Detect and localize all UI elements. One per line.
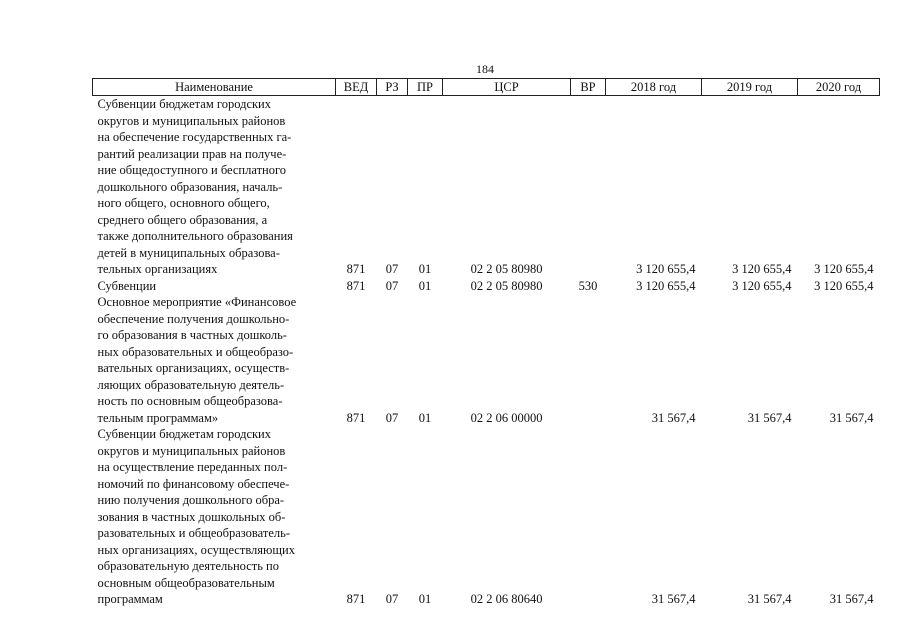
row-ved: 871 [346, 262, 366, 276]
table-body [93, 96, 880, 608]
row-name-line: дошкольного образования, началь- [97, 179, 283, 194]
row-name-line: зования в частных дошкольных об- [97, 509, 286, 524]
row-ved: 871 [346, 278, 366, 293]
row-name-line: ного общего, основного общего, [97, 196, 270, 210]
row-vr [571, 96, 606, 278]
row-pr: 01 [418, 410, 432, 425]
page-number: 184 [476, 62, 494, 76]
row-vr [571, 294, 606, 426]
row-csr: 02 2 06 00000 [470, 410, 543, 425]
row-ved: 871 [346, 592, 366, 606]
header-2020: 2020 год [798, 79, 880, 96]
header-pr: ПР [408, 79, 443, 96]
row-name-line: разовательных и общеобразователь- [97, 526, 290, 540]
table-header-row [93, 79, 880, 96]
row-value-2019: 31 567,4 [747, 592, 792, 606]
header-2018: 2018 год [606, 79, 702, 96]
row-rz: 07 [385, 278, 399, 293]
row-name-line: образовательную деятельность по [97, 559, 279, 573]
row-name [93, 294, 336, 426]
row-name-line: Субвенции бюджетам городских [97, 97, 271, 111]
row-value-2019: 31 567,4 [747, 410, 792, 425]
row-value-2020: 3 120 655,4 [814, 262, 874, 276]
row-value-2020: 31 567,4 [829, 592, 874, 606]
row-name-line: округов и муниципальных районов [97, 443, 286, 458]
row-name [93, 278, 336, 295]
row-name-line: на осуществление переданных пол- [97, 460, 288, 474]
row-name-line: го образования в частных дошколь- [97, 328, 287, 342]
row-name-line: основным общеобразовательным [97, 575, 275, 590]
row-vr: 530 [578, 278, 598, 293]
row-name-line: ных организациях, осуществляющих [97, 542, 295, 557]
row-csr: 02 2 05 80980 [470, 262, 543, 276]
header-name: Наименование [93, 79, 336, 96]
row-rz: 07 [385, 410, 399, 425]
row-name-line: нию получения дошкольного обра- [97, 493, 285, 507]
row-value-2018: 31 567,4 [651, 592, 696, 606]
row-value-2018: 31 567,4 [651, 410, 696, 425]
row-name [93, 426, 336, 608]
row-csr: 02 2 05 80980 [470, 278, 543, 293]
table-row [93, 426, 880, 608]
row-name-line: Субвенции [97, 278, 157, 293]
header-csr: ЦСР [443, 79, 571, 96]
row-ved: 871 [346, 410, 366, 425]
row-rz: 07 [385, 592, 399, 606]
row-name-line: тельным программам» [97, 410, 219, 425]
row-vr [571, 426, 606, 608]
row-value-2018: 3 120 655,4 [636, 262, 696, 276]
row-value-2020: 31 567,4 [829, 410, 874, 425]
row-name-line: ляющих образовательную деятель- [97, 377, 285, 392]
row-name-line: обеспечение получения дошкольно- [97, 311, 290, 326]
row-name-line: программам [97, 592, 163, 606]
row-name-line: ние общедоступного и бесплатного [97, 163, 287, 177]
row-pr: 01 [418, 262, 432, 276]
row-name-line: ных образовательных и общеобразо- [97, 344, 294, 359]
header-rz: РЗ [377, 79, 408, 96]
row-name-line: также дополнительного образования [97, 229, 293, 243]
row-name-line: на обеспечение государственных га- [97, 130, 292, 144]
row-name-line: ность по основным общеобразова- [97, 394, 283, 408]
header-2019: 2019 год [702, 79, 798, 96]
row-pr: 01 [418, 592, 432, 606]
row-name [93, 96, 336, 278]
row-value-2018: 3 120 655,4 [636, 278, 696, 293]
row-pr: 01 [418, 278, 432, 293]
row-csr: 02 2 06 80640 [470, 592, 543, 606]
row-name-line: детей в муниципальных образова- [97, 245, 280, 260]
row-rz: 07 [385, 262, 399, 276]
row-name-line: Субвенции бюджетам городских [97, 427, 271, 441]
table-row [93, 294, 880, 426]
row-name-line: тельных организациях [97, 262, 218, 276]
row-name-line: Основное мероприятие «Финансовое [97, 295, 297, 309]
table-row [93, 278, 880, 295]
row-value-2020: 3 120 655,4 [814, 278, 874, 293]
header-vr: ВР [571, 79, 606, 96]
header-ved: ВЕД [336, 79, 377, 96]
table-row [93, 96, 880, 278]
row-value-2019: 3 120 655,4 [732, 262, 792, 276]
row-name-line: номочий по финансовому обеспече- [97, 476, 290, 491]
row-name-line: округов и муниципальных районов [97, 113, 286, 128]
row-name-line: среднего общего образования, а [97, 212, 268, 227]
row-name-line: рантий реализации прав на получе- [97, 146, 287, 161]
row-name-line: вательных организациях, осуществ- [97, 361, 290, 375]
budget-table [92, 78, 880, 608]
row-value-2019: 3 120 655,4 [732, 278, 792, 293]
